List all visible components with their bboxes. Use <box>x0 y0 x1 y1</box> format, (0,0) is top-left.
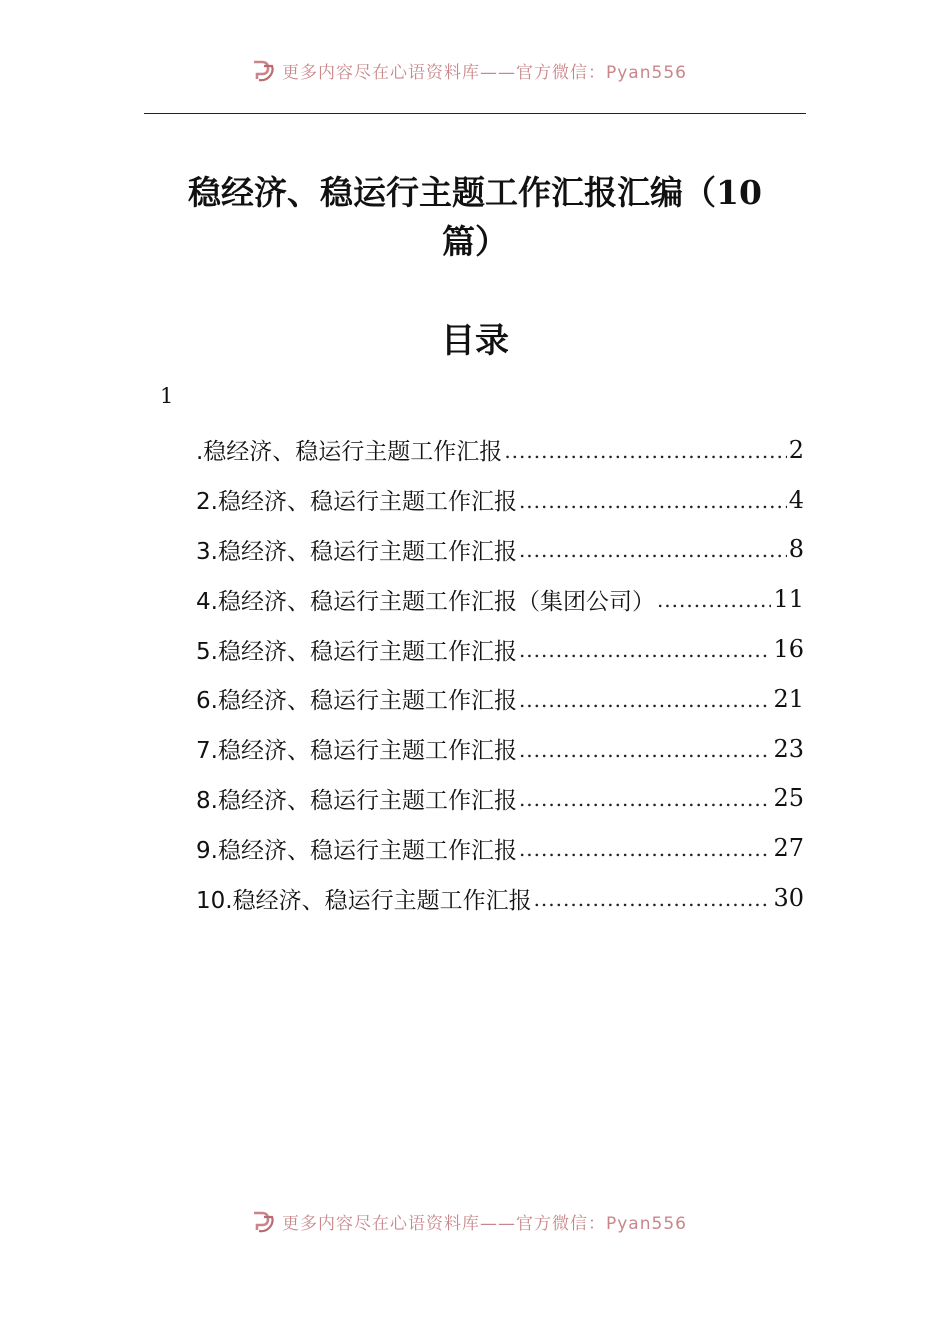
toc-entry[interactable] <box>196 525 804 575</box>
toc-dot-leader <box>519 833 772 863</box>
toc-dot-leader <box>519 734 772 764</box>
toc-entry-page: 27 <box>773 834 804 863</box>
toc-entry[interactable] <box>196 873 804 923</box>
toc-list <box>196 425 804 923</box>
toc-entry[interactable] <box>196 674 804 724</box>
toc-entry-title: 5.稳经济、稳运行主题工作汇报 <box>196 638 517 665</box>
document-title-line-2: 篇） <box>442 222 508 261</box>
toc-entry[interactable] <box>196 475 804 525</box>
toc-entry-title: 2.稳经济、稳运行主题工作汇报 <box>196 489 517 516</box>
toc-dot-leader <box>534 883 772 913</box>
document-title <box>150 168 800 266</box>
toc-dot-leader <box>657 584 772 614</box>
toc-entry-page: 4 <box>788 485 804 514</box>
toc-entry-title: 8.稳经济、稳运行主题工作汇报 <box>196 787 517 814</box>
toc-entry-title: 7.稳经济、稳运行主题工作汇报 <box>196 738 517 765</box>
toc-dot-leader <box>519 684 772 714</box>
toc-dot-leader <box>519 783 772 813</box>
footer-watermark <box>250 1208 730 1234</box>
toc-stray-number: 1 <box>160 384 174 408</box>
footer-watermark-text: 更多内容尽在心语资料库——官方微信：Pyan556 <box>282 1213 687 1234</box>
toc-entry[interactable] <box>196 774 804 824</box>
toc-entry-page: 25 <box>773 784 804 813</box>
header-watermark <box>250 57 730 83</box>
toc-dot-leader <box>504 435 786 465</box>
toc-entry-page: 2 <box>788 435 804 464</box>
header-divider <box>144 113 806 114</box>
toc-entry-page: 21 <box>773 684 804 713</box>
toc-entry-page: 16 <box>773 635 804 664</box>
toc-entry[interactable] <box>196 624 804 674</box>
watermark-logo-icon <box>250 1209 276 1233</box>
toc-entry-title: 3.稳经济、稳运行主题工作汇报 <box>196 538 517 565</box>
toc-entry-page: 8 <box>788 535 804 564</box>
toc-entry-page: 30 <box>773 884 804 913</box>
toc-dot-leader <box>519 485 787 515</box>
toc-entry-title: 6.稳经济、稳运行主题工作汇报 <box>196 688 517 715</box>
toc-entry[interactable] <box>196 724 804 774</box>
toc-entry-page: 23 <box>773 734 804 763</box>
toc-entry[interactable] <box>196 425 804 475</box>
toc-entry-title: 10.稳经济、稳运行主题工作汇报 <box>196 887 532 914</box>
header-watermark-text: 更多内容尽在心语资料库——官方微信：Pyan556 <box>282 62 687 83</box>
toc-entry-title: 4.稳经济、稳运行主题工作汇报（集团公司） <box>196 588 655 615</box>
toc-entry-title: 9.稳经济、稳运行主题工作汇报 <box>196 837 517 864</box>
toc-heading: 目录 <box>441 321 509 361</box>
toc-dot-leader <box>519 634 772 664</box>
toc-entry-page: 11 <box>773 585 804 614</box>
toc-dot-leader <box>519 534 787 564</box>
toc-entry-title: .稳经济、稳运行主题工作汇报 <box>196 439 503 466</box>
toc-entry[interactable] <box>196 574 804 624</box>
toc-entry[interactable] <box>196 823 804 873</box>
watermark-logo-icon <box>250 58 276 82</box>
document-title-line-1: 稳经济、稳运行主题工作汇报汇编（10 <box>188 173 762 212</box>
